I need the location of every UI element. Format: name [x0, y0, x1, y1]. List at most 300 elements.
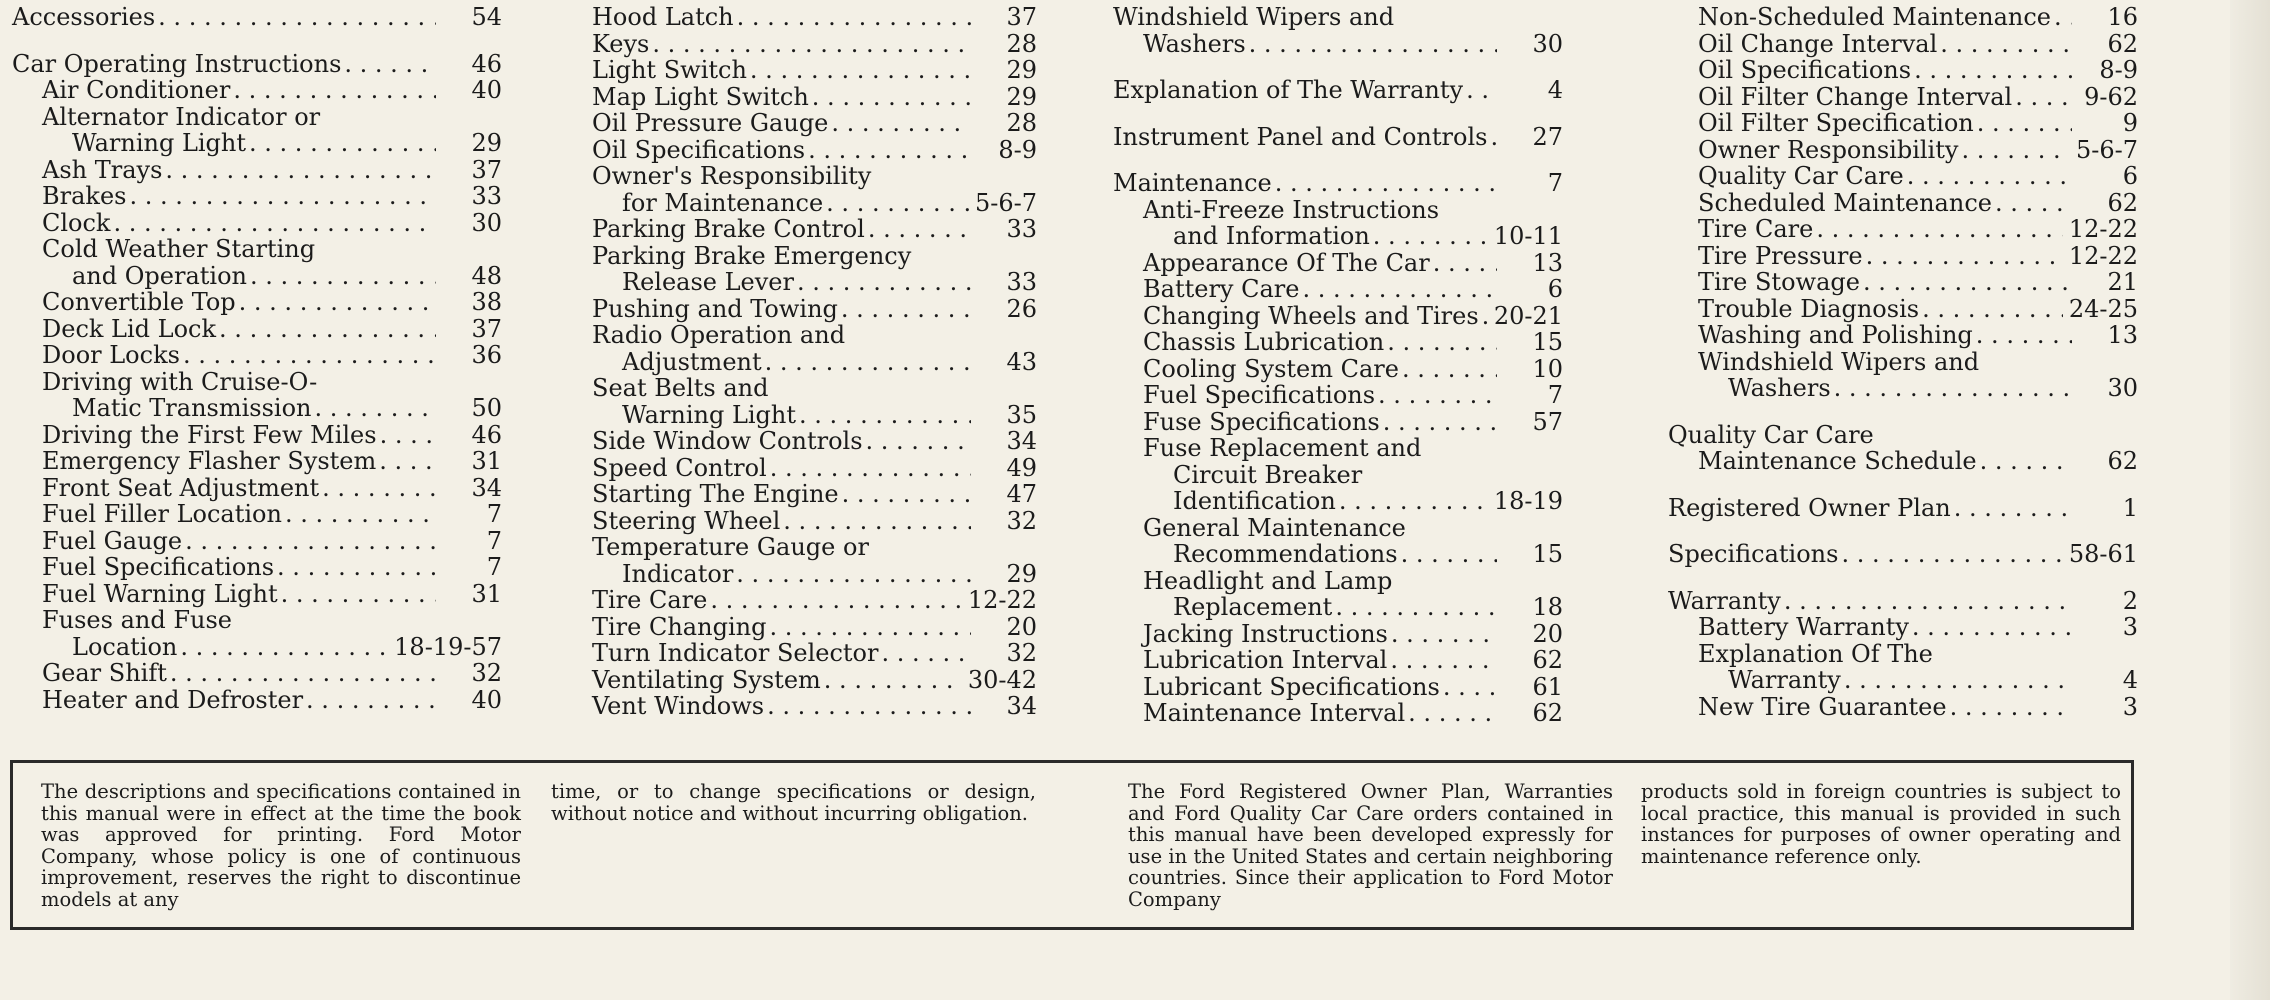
index-entry-title: Fuel Warning Light	[42, 579, 278, 608]
index-entry-page: 34	[1006, 692, 1037, 720]
index-entry	[592, 614, 1037, 641]
index-entry-title: Front Seat Adjustment	[42, 473, 320, 502]
index-entry-title: Jacking Instructions	[1143, 619, 1388, 648]
index-entry-title: Maintenance	[1113, 169, 1272, 197]
index-entry-page: 13	[1532, 248, 1563, 277]
index-entry-title: Tire Care	[592, 586, 708, 614]
leader-dots	[652, 31, 971, 58]
index-entry-title: Map Light Switch	[592, 82, 809, 111]
index-entry-title: Warning Light	[72, 129, 247, 157]
index-entry-page: 33	[1006, 215, 1037, 243]
index-entry-title: Non-Scheduled Maintenance	[1698, 3, 2051, 31]
index-entry	[592, 640, 1037, 667]
leader-dots	[249, 130, 436, 157]
index-entry-title: Car Operating Instructions	[12, 49, 342, 78]
leader-dots	[183, 342, 436, 369]
index-entry-page: 37	[1006, 3, 1037, 31]
index-entry-title: Tire Stowage	[1698, 268, 1860, 296]
index-entry	[1143, 197, 1563, 250]
index-entry-page: 12-22	[2068, 215, 2138, 243]
index-entry-page: 7	[486, 500, 502, 528]
index-entry-page: 27	[1532, 122, 1563, 151]
index-entry	[592, 508, 1037, 535]
index-entry-page: 54	[471, 3, 502, 31]
leader-dots	[1976, 322, 2072, 349]
index-entry-page: 7	[1547, 169, 1563, 197]
leader-dots	[1844, 667, 2072, 694]
leader-dots	[1922, 296, 2063, 323]
index-entry	[1143, 276, 1563, 303]
index-entry-page: 49	[1006, 453, 1037, 482]
index-entry-title-line: Alternator Indicator or	[42, 102, 321, 131]
index-entry-page: 47	[1006, 480, 1037, 508]
index-entry-page: 18	[1532, 593, 1563, 621]
index-entry	[42, 501, 502, 528]
index-entry-page: 18-19	[1493, 487, 1563, 515]
index-entry	[42, 581, 502, 608]
index-entry-page: 10	[1532, 354, 1563, 383]
leader-dots	[1841, 541, 2062, 568]
index-entry	[592, 375, 1037, 428]
leader-dots	[1408, 700, 1497, 727]
index-entry	[1698, 322, 2138, 349]
index-entry-page: 43	[1006, 347, 1037, 376]
index-entry-page: 12-22	[967, 586, 1037, 614]
index-entry-page: 9	[2122, 109, 2138, 137]
index-entry-title: Tire Changing	[592, 612, 767, 641]
index-entry-title: Trouble Diagnosis	[1698, 294, 1920, 323]
leader-dots	[1302, 276, 1497, 303]
index-entry	[592, 84, 1037, 111]
index-entry-title: Parking Brake Control	[592, 215, 865, 243]
index-entry	[42, 687, 502, 714]
index-entry-page: 30	[2107, 374, 2138, 402]
index-entry	[1698, 4, 2138, 31]
index-entry	[42, 607, 502, 660]
index-entry	[42, 183, 502, 210]
leader-dots	[1391, 621, 1497, 648]
index-entry-page: 4	[2122, 666, 2138, 694]
index-entry	[592, 481, 1037, 508]
index-entry	[1698, 694, 2138, 721]
index-entry-page: 50	[471, 394, 502, 422]
index-entry	[1698, 163, 2138, 190]
index-entry-title: Side Window Controls	[592, 427, 863, 455]
index-entry	[1113, 77, 1563, 104]
index-entry-page: 15	[1532, 328, 1563, 356]
leader-dots	[1390, 647, 1497, 674]
index-column-4	[1668, 4, 2138, 720]
leader-dots	[767, 693, 971, 720]
index-entry-page: 26	[1006, 294, 1037, 323]
index-entry-title: Hood Latch	[592, 3, 734, 31]
index-entry-page: 37	[471, 314, 502, 343]
index-entry-page: 8-9	[2099, 56, 2138, 84]
index-entry-title: Door Locks	[42, 341, 180, 369]
index-entry	[1668, 422, 2138, 475]
index-entry	[1113, 124, 1563, 151]
index-entry	[42, 157, 502, 184]
index-entry-title-line: Cold Weather Starting	[42, 235, 316, 263]
leader-dots	[842, 481, 971, 508]
leader-dots	[866, 428, 971, 455]
leader-dots	[1249, 31, 1497, 58]
index-entry-title: New Tire Guarantee	[1698, 692, 1947, 721]
index-entry	[1698, 84, 2138, 111]
index-entry	[592, 137, 1037, 164]
index-entry-title: Tire Care	[1698, 215, 1814, 243]
index-entry-page: 8-9	[998, 135, 1037, 164]
index-entry-page: 57	[1532, 407, 1563, 436]
leader-dots	[770, 455, 971, 482]
leader-dots	[1402, 356, 1497, 383]
leader-dots	[1912, 614, 2072, 641]
index-entry	[42, 448, 502, 475]
index-entry-title: Explanation of The Warranty	[1113, 76, 1464, 104]
leader-dots	[185, 528, 436, 555]
leader-dots	[1466, 77, 1497, 104]
disclaimer-paragraph-3: The Ford Registered Owner Plan, Warranties and Ford Quality Car Care orders contained in this manual have been developed expressly for use in the United States and certain neighboring countries. Since their application to Ford Motor Company	[1128, 780, 1613, 911]
index-entry	[1698, 57, 2138, 84]
leader-dots	[239, 289, 436, 316]
index-entry-page: 31	[471, 579, 502, 608]
index-entry-title: Washing and Polishing	[1698, 321, 1973, 349]
index-entry-page: 37	[471, 155, 502, 184]
index-entry-title: Keys	[592, 29, 650, 58]
leader-dots	[1275, 170, 1497, 197]
index-entry-title: Battery Warranty	[1698, 613, 1909, 641]
index-entry	[1698, 641, 2138, 694]
index-entry-page: 29	[471, 129, 502, 157]
index-entry-title: Deck Lid Lock	[42, 314, 217, 343]
index-entry-page: 20	[1532, 619, 1563, 648]
index-entry-page: 34	[1006, 427, 1037, 455]
leader-dots	[808, 137, 971, 164]
index-entry-title: Battery Care	[1143, 275, 1300, 303]
index-entry	[1143, 621, 1563, 648]
index-entry-page: 33	[1006, 268, 1037, 296]
disclaimer-box	[10, 760, 2134, 930]
index-entry	[1698, 31, 2138, 58]
index-entry-page: 30	[1532, 29, 1563, 58]
index-entry-page: 6	[2122, 162, 2138, 190]
index-entry	[1698, 190, 2138, 217]
index-entry	[42, 475, 502, 502]
leader-dots	[1443, 674, 1497, 701]
index-entry-title: Clock	[42, 208, 111, 237]
index-entry-title: Owner Responsibility	[1698, 135, 1959, 164]
leader-dots	[1834, 375, 2072, 402]
leader-dots	[306, 687, 436, 714]
index-entry-page: 40	[471, 685, 502, 714]
leader-dots	[165, 157, 436, 184]
leader-dots	[797, 269, 971, 296]
index-entry-title: Oil Filter Change Interval	[1698, 82, 2013, 111]
leader-dots	[1383, 409, 1497, 436]
index-entry	[42, 554, 502, 581]
index-entry-title: Washers	[1728, 374, 1831, 402]
index-entry	[1143, 700, 1563, 727]
index-entry	[592, 163, 1037, 216]
index-entry-title: Vent Windows	[592, 692, 765, 720]
index-entry-page: 46	[471, 420, 502, 449]
index-entry-title-line: Fuse Replacement and	[1143, 434, 1422, 462]
index-entry-title: and Operation	[72, 261, 248, 290]
index-entry-title: Changing Wheels and Tires	[1143, 301, 1479, 330]
index-entry-title: Convertible Top	[42, 288, 236, 316]
leader-dots	[1784, 588, 2072, 615]
index-entry	[592, 57, 1037, 84]
index-entry	[1143, 515, 1563, 568]
leader-dots	[868, 216, 971, 243]
index-entry-page: 24-25	[2068, 294, 2138, 323]
leader-dots	[783, 508, 971, 535]
index-entry-title: Location	[72, 632, 178, 661]
index-entry-title: Washers	[1143, 29, 1246, 58]
index-entry-page: 12-22	[2068, 241, 2138, 270]
index-entry-page: 32	[1006, 639, 1037, 667]
leader-dots	[1339, 488, 1488, 515]
index-entry-title: Fuse Specifications	[1143, 407, 1380, 436]
leader-dots	[841, 296, 971, 323]
index-entry-title: Accessories	[12, 3, 156, 31]
index-entry-page: 30-42	[967, 665, 1037, 694]
index-entry-title: Warranty	[1728, 666, 1841, 694]
index-entry-title: Indicator	[622, 559, 734, 588]
index-entry-title: Oil Specifications	[1698, 56, 1912, 84]
index-entry-title: Light Switch	[592, 56, 747, 84]
index-entry	[42, 528, 502, 555]
leader-dots	[322, 475, 436, 502]
index-entry-page: 31	[471, 447, 502, 475]
index-column-1	[12, 4, 502, 713]
leader-dots	[831, 110, 971, 137]
leader-dots	[750, 57, 971, 84]
index-entry-page: 2	[2122, 586, 2138, 615]
leader-dots	[379, 448, 436, 475]
index-entry-page: 28	[1006, 109, 1037, 137]
leader-dots	[314, 395, 436, 422]
leader-dots	[710, 587, 961, 614]
index-entry-page: 32	[471, 659, 502, 687]
index-entry-page: 5-6-7	[2075, 135, 2138, 164]
disclaimer-paragraph-1: The descriptions and specifications contained in this manual were in effect at the time the book was approved for printing. Ford Motor Company, whose policy is one of continuous improvement, reserves the right to discontinue models at any	[41, 780, 521, 911]
leader-dots	[113, 210, 436, 237]
index-entry	[12, 4, 502, 31]
index-entry-title: Ash Trays	[42, 155, 163, 184]
index-entry	[592, 534, 1037, 587]
index-entry-page: 9-62	[2084, 82, 2138, 111]
disclaimer-paragraph-2: time, or to change specifications or design, without notice and without incurring obligation.	[551, 780, 1036, 825]
index-entry-title: Ventilating System	[592, 665, 821, 694]
index-entry	[1143, 435, 1563, 515]
index-entry-title-line: Radio Operation and	[592, 321, 846, 349]
page-edge	[2230, 0, 2270, 1000]
index-entry-title: Oil Filter Specification	[1698, 109, 1974, 137]
leader-dots	[170, 660, 436, 687]
index-entry-title: Replacement	[1173, 593, 1333, 621]
leader-dots	[1961, 137, 2070, 164]
index-entry	[42, 210, 502, 237]
index-entry-title: Maintenance Interval	[1143, 699, 1406, 727]
index-entry-title-line: Explanation Of The	[1698, 639, 1933, 668]
leader-dots	[737, 4, 971, 31]
index-entry-title: Cooling System Care	[1143, 354, 1399, 383]
index-entry-page: 6	[1547, 275, 1563, 303]
index-entry-title: Driving the First Few Miles	[42, 420, 377, 449]
index-entry-title: Speed Control	[592, 453, 767, 482]
index-entry	[42, 342, 502, 369]
leader-dots	[1387, 329, 1497, 356]
index-entry	[1143, 356, 1563, 383]
index-entry-title: Tire Pressure	[1698, 241, 1863, 270]
index-entry	[1698, 349, 2138, 402]
index-entry-page: 30	[471, 208, 502, 237]
leader-dots	[2054, 4, 2072, 31]
index-entry	[592, 693, 1037, 720]
leader-dots	[765, 349, 971, 376]
index-entry	[592, 296, 1037, 323]
index-entry-title: Fuel Gauge	[42, 526, 183, 555]
leader-dots	[1866, 243, 2063, 270]
index-entry-title-line: Owner's Responsibility	[592, 162, 872, 190]
index-entry-title-line: Driving with Cruise-O-	[42, 367, 318, 396]
index-entry-page: 36	[471, 341, 502, 369]
index-entry-title: Lubricant Specifications	[1143, 672, 1440, 701]
index-entry-title: Fuel Specifications	[42, 553, 275, 581]
leader-dots	[799, 402, 971, 429]
index-entry-title: Fuel Filler Location	[42, 500, 282, 528]
index-entry-title: Registered Owner Plan	[1668, 493, 1951, 522]
leader-dots	[285, 501, 436, 528]
index-entry-page: 38	[471, 288, 502, 316]
index-entry-page: 7	[486, 526, 502, 555]
index-entry-page: 29	[1006, 559, 1037, 588]
leader-dots	[1977, 110, 2072, 137]
index-entry-page: 61	[1532, 672, 1563, 701]
index-entry	[1698, 243, 2138, 270]
index-entry	[1698, 110, 2138, 137]
index-entry	[42, 289, 502, 316]
leader-dots	[129, 183, 436, 210]
index-entry-page: 5-6-7	[974, 188, 1037, 217]
index-entry-page: 13	[2107, 321, 2138, 349]
index-entry-page: 29	[1006, 82, 1037, 111]
index-entry	[1143, 647, 1563, 674]
index-entry	[592, 216, 1037, 243]
leader-dots	[281, 581, 436, 608]
index-entry-page: 62	[2107, 447, 2138, 475]
index-entry-page: 4	[1547, 76, 1563, 104]
index-entry-page: 7	[486, 553, 502, 581]
index-entry	[1698, 296, 2138, 323]
index-entry-page: 62	[2107, 29, 2138, 58]
index-entry	[592, 243, 1037, 296]
index-entry-page: 58-61	[2068, 540, 2138, 568]
index-entry-page: 10-11	[1493, 222, 1563, 250]
index-entry-title: Brakes	[42, 182, 127, 210]
index-entry	[592, 455, 1037, 482]
index-entry-title-line: Quality Car Care	[1668, 420, 1874, 449]
leader-dots	[1907, 163, 2072, 190]
index-entry	[592, 428, 1037, 455]
index-entry-page: 3	[2122, 692, 2138, 721]
index-entry-title: Specifications	[1668, 540, 1839, 568]
index-entry-title: Steering Wheel	[592, 506, 781, 535]
index-entry-title: Chassis Lubrication	[1143, 328, 1385, 356]
index-entry	[1698, 614, 2138, 641]
index-entry	[42, 104, 502, 157]
disclaimer-paragraph-4: products sold in foreign countries is subject to local practice, this manual is provided in such instances for purposes of owner operating and maintenance reference only.	[1641, 780, 2121, 868]
index-entry	[1143, 568, 1563, 621]
index-entry-page: 18-19-57	[394, 632, 502, 661]
leader-dots	[219, 316, 436, 343]
index-entry-page: 28	[1006, 29, 1037, 58]
index-entry	[1113, 170, 1563, 197]
index-entry	[592, 322, 1037, 375]
leader-dots	[812, 84, 971, 111]
leader-dots	[1378, 382, 1497, 409]
index-entry-title: Oil Specifications	[592, 135, 806, 164]
leader-dots	[233, 77, 436, 104]
index-entry	[1698, 269, 2138, 296]
index-entry-title: Pushing and Towing	[592, 294, 838, 323]
index-entry-title: Turn Indicator Selector	[592, 639, 879, 667]
leader-dots	[826, 190, 969, 217]
index-entry-title: Air Conditioner	[42, 76, 231, 104]
index-entry	[1143, 382, 1563, 409]
leader-dots	[1482, 303, 1488, 330]
leader-dots	[1980, 448, 2072, 475]
index-entry-title-line: Fuses and Fuse	[42, 606, 232, 634]
index-entry-title: Starting The Engine	[592, 480, 839, 508]
index-entry-page: 3	[2122, 613, 2138, 641]
index-entry	[592, 31, 1037, 58]
index-entry-page: 29	[1006, 56, 1037, 84]
leader-dots	[250, 263, 436, 290]
index-entry-title-line: Temperature Gauge or	[592, 533, 869, 561]
index-entry-page: 46	[471, 49, 502, 78]
index-entry	[592, 587, 1037, 614]
index-entry	[1668, 495, 2138, 522]
index-entry-title: Warning Light	[622, 400, 797, 429]
index-entry-title: Identification	[1173, 487, 1336, 515]
index-entry-title: Appearance Of The Car	[1143, 248, 1430, 277]
index-entry	[1143, 674, 1563, 701]
index-entry-title: Heater and Defroster	[42, 685, 304, 714]
leader-dots	[736, 561, 971, 588]
index-entry-title: Matic Transmission	[72, 394, 312, 422]
index-entry-title-line: Parking Brake Emergency	[592, 241, 912, 270]
index-entry-title-line: General Maintenance	[1143, 513, 1406, 542]
leader-dots	[2015, 84, 2072, 111]
leader-dots	[1940, 31, 2072, 58]
index-entry-title: Scheduled Maintenance	[1698, 188, 1992, 217]
index-entry-page: 7	[1547, 381, 1563, 409]
index-entry	[42, 316, 502, 343]
leader-dots	[1490, 124, 1497, 151]
index-entry	[12, 51, 502, 78]
index-entry-title: for Maintenance	[622, 188, 824, 217]
leader-dots	[1401, 541, 1497, 568]
index-entry-title: and Information	[1173, 222, 1370, 250]
index-entry	[1698, 137, 2138, 164]
index-entry	[42, 236, 502, 289]
index-entry-page: 20	[1006, 612, 1037, 641]
leader-dots	[881, 640, 971, 667]
index-entry-page: 20-21	[1493, 301, 1563, 330]
index-entry-title: Release Lever	[622, 268, 794, 296]
